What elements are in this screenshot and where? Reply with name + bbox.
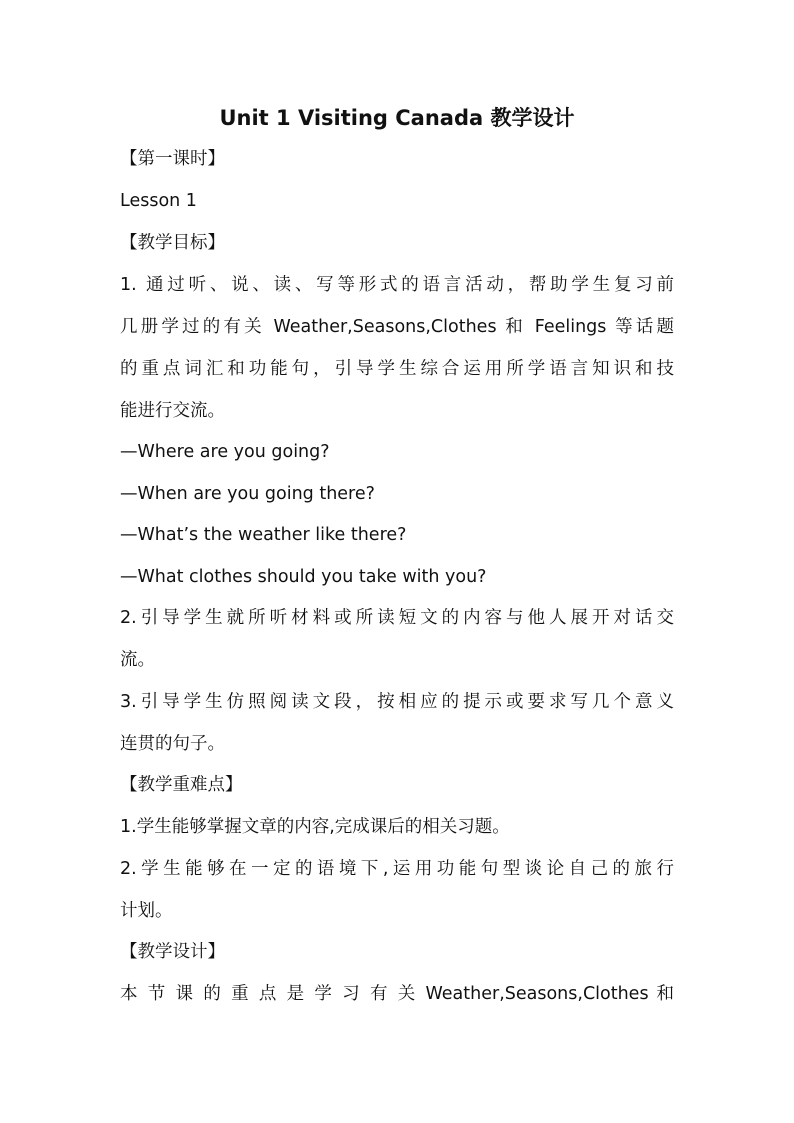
paragraph-line: 本 节 课 的 重 点 是 学 习 有 关 Weather,Seasons,Clothes 和: [120, 984, 674, 1004]
dialogue-line: —What clothes should you take with you?: [120, 567, 487, 587]
paragraph-line: 几册学过的有关 Weather,Seasons,Clothes 和 Feelings 等话题: [120, 317, 674, 337]
paragraph-line: 2.学生能够在一定的语境下,运用功能句型谈论自己的旅行: [120, 859, 674, 879]
dialogue-line: —When are you going there?: [120, 484, 375, 504]
section-heading-first-lesson: 【第一课时】: [120, 149, 225, 169]
paragraph-line: 1.学生能够掌握文章的内容,完成课后的相关习题。: [120, 817, 510, 837]
paragraph-line: 能进行交流。: [120, 401, 225, 421]
section-heading-objectives: 【教学目标】: [120, 233, 225, 253]
dialogue-line: —Where are you going?: [120, 442, 330, 462]
paragraph-line: 的重点词汇和功能句，引导学生综合运用所学语言知识和技: [120, 359, 674, 379]
document-title: Unit 1 Visiting Canada 教学设计: [219, 106, 575, 130]
paragraph-line: 3.引导学生仿照阅读文段，按相应的提示或要求写几个意义: [120, 692, 674, 712]
section-heading-design: 【教学设计】: [120, 942, 225, 962]
paragraph-line: 计划。: [120, 901, 173, 921]
paragraph-line: 连贯的句子。: [120, 734, 225, 754]
section-heading-key-points: 【教学重难点】: [120, 775, 243, 795]
paragraph-line: 2.引导学生就所听材料或所读短文的内容与他人展开对话交: [120, 608, 674, 628]
paragraph-line: 1. 通过听、说、读、写等形式的语言活动，帮助学生复习前: [120, 275, 674, 295]
dialogue-line: —What’s the weather like there?: [120, 525, 407, 545]
paragraph-line: 流。: [120, 650, 155, 670]
lesson-label: Lesson 1: [120, 191, 197, 211]
